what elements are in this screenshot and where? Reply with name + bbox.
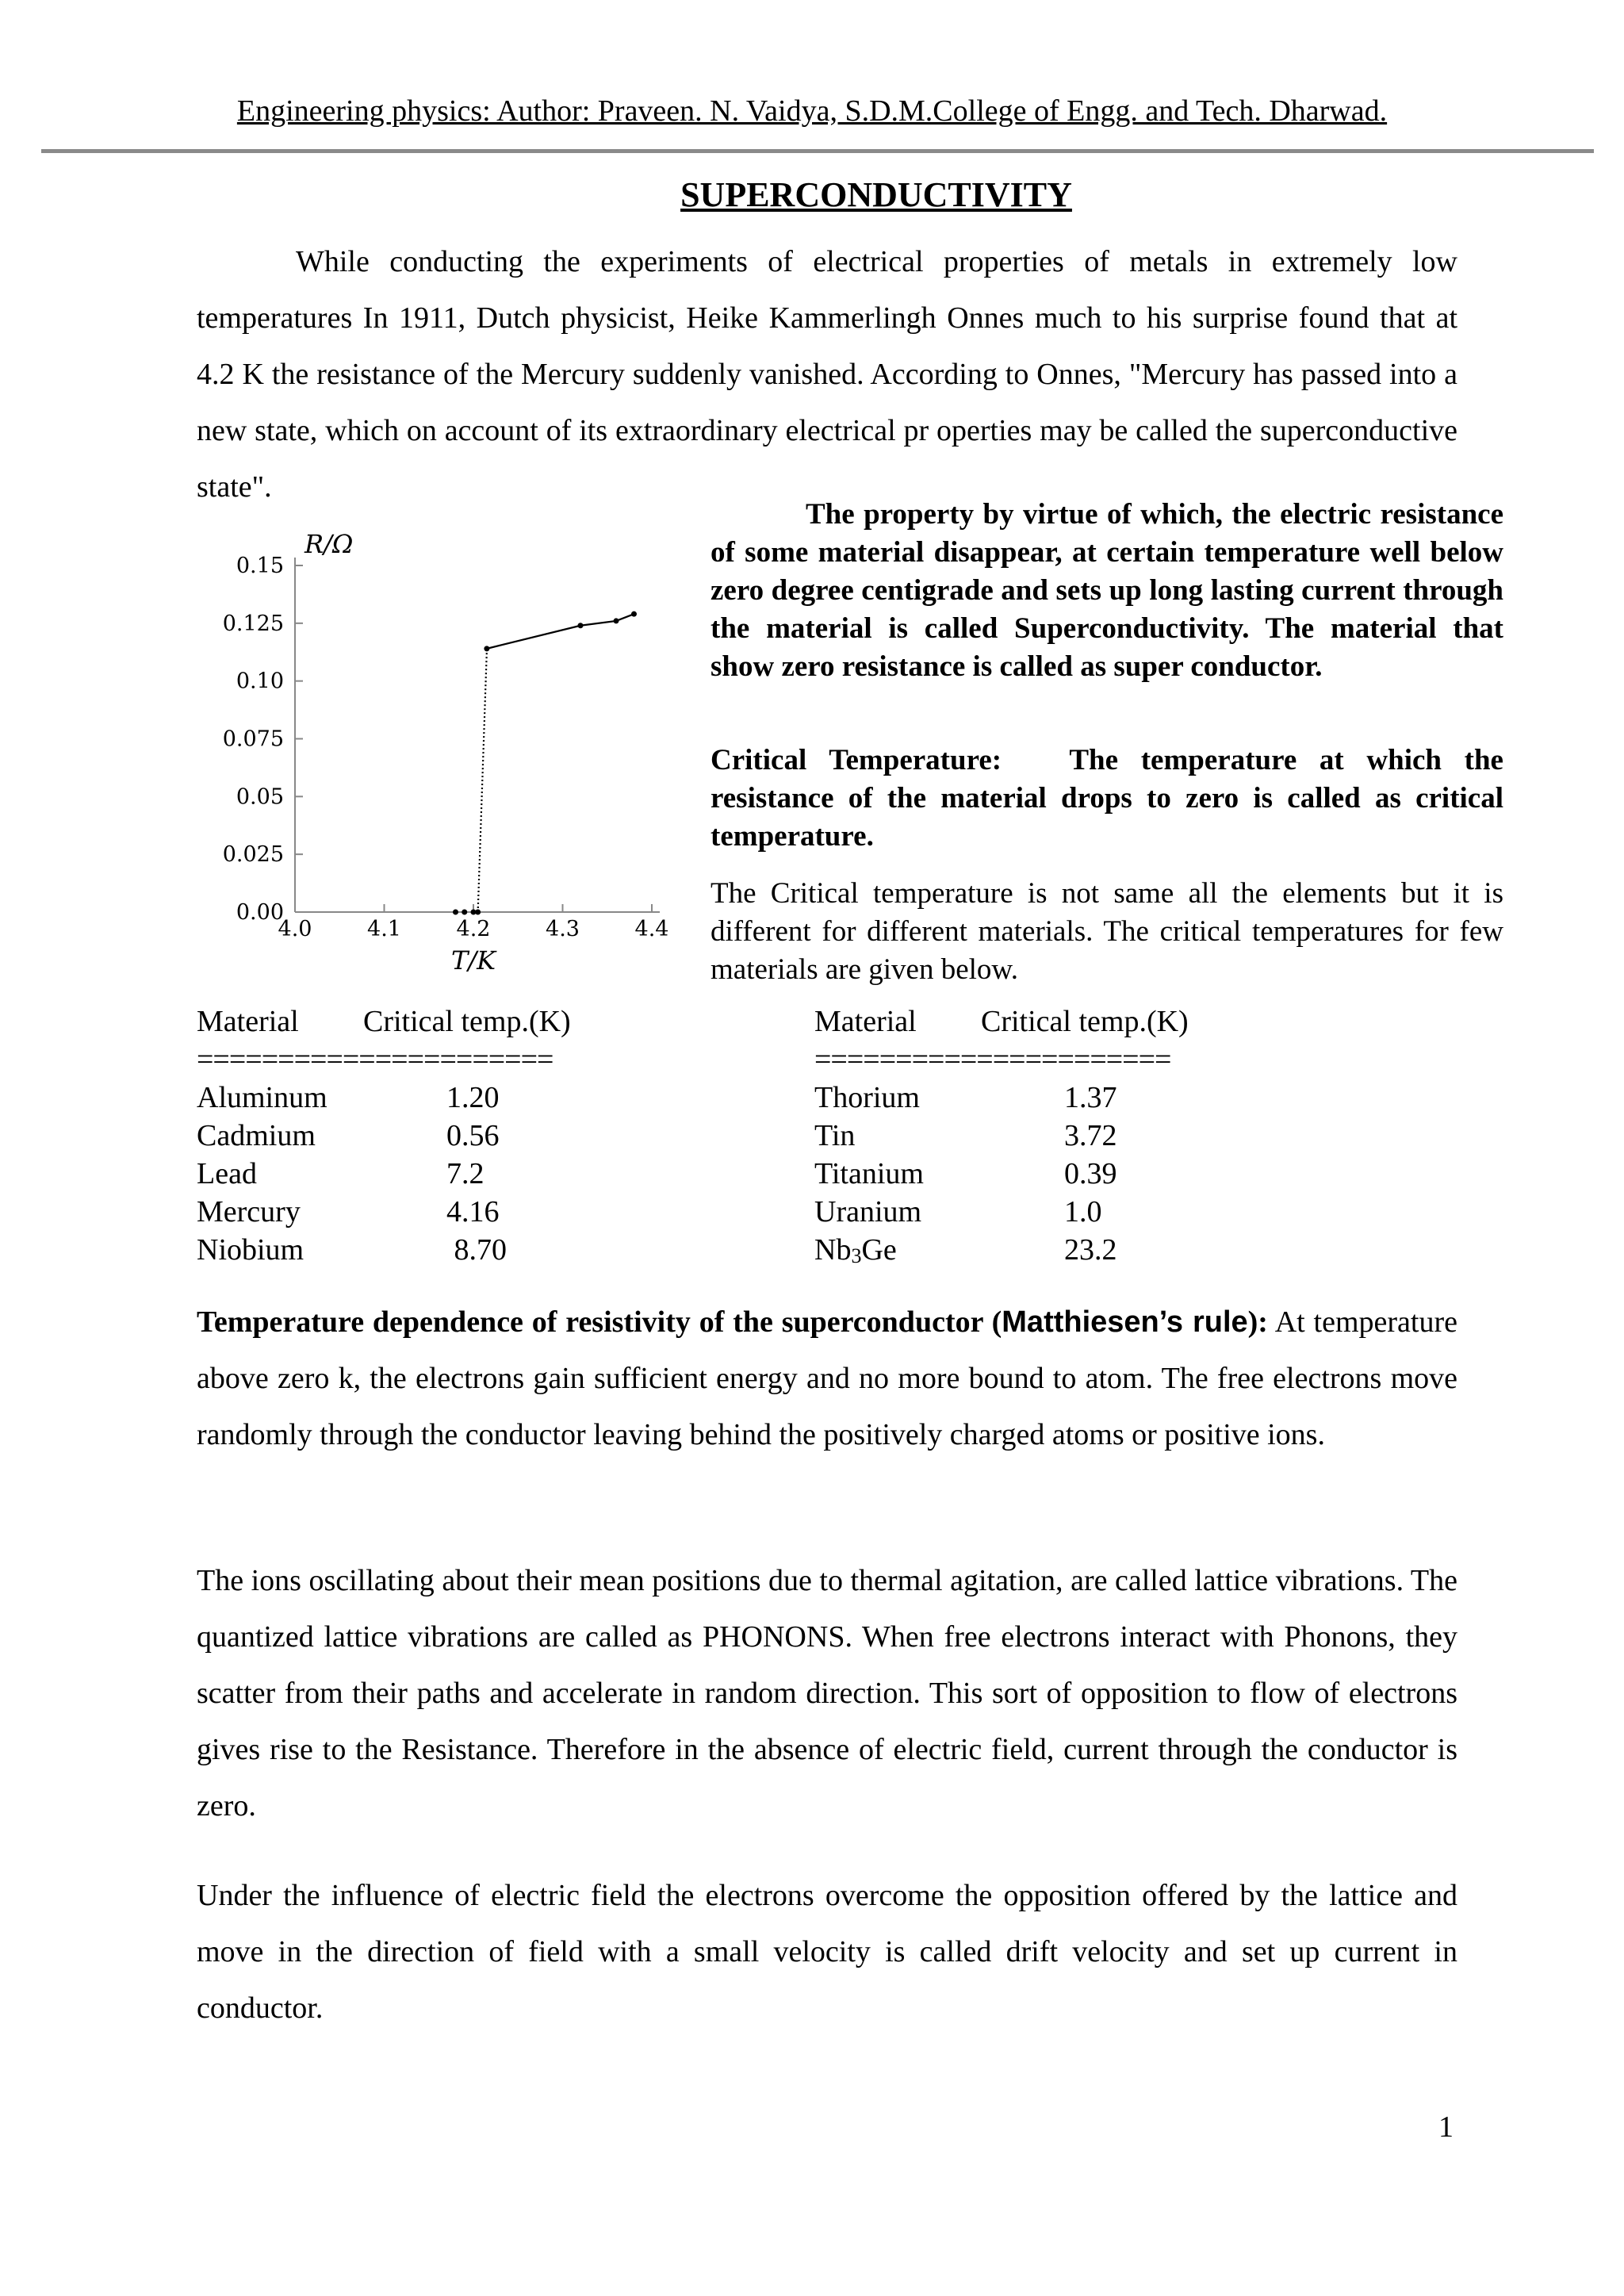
critical-temp-value: 23.2: [1064, 1233, 1117, 1267]
definition-paragraph: [710, 496, 1503, 686]
table-row: [197, 1079, 688, 1117]
table-header-row: [197, 1002, 688, 1041]
table-row: [814, 1155, 1306, 1193]
col-temp-header: Critical temp.(K): [981, 1005, 1189, 1038]
x-tick-label: 4.3: [546, 917, 580, 941]
material-name: Uranium: [814, 1195, 922, 1228]
temperature-dependence-heading: Temperature dependence of resistivity of the superconductor (: [197, 1305, 1002, 1339]
table-row: [814, 1193, 1306, 1231]
table-row: [197, 1155, 688, 1193]
table-separator: ======================: [197, 1043, 553, 1076]
critical-temp-value: 0.56: [446, 1119, 500, 1152]
matthiesen-rule-label: Matthiesen’s rule: [1002, 1305, 1248, 1339]
table-separator: ======================: [814, 1043, 1171, 1076]
phonons-text: The ions oscillating about their mean positions due to thermal agitation, are called lattice vibrations. The quantized lattice vibrations are called as PHONONS. When free electrons interact with Phonons, they scatter from their paths and accelerate in random direction. This sort of opposition to flow of electrons gives rise to the Resistance. Therefore in the absence of electric field, current through the conductor is zero.: [197, 1564, 1457, 1823]
header-rule: [41, 149, 1594, 153]
material-name: Tin: [814, 1119, 856, 1152]
table-row: [814, 1231, 1306, 1269]
critical-temp-value: 3.72: [1064, 1119, 1117, 1152]
critical-temp-value: 1.0: [1064, 1195, 1102, 1228]
x-axis-label: T/K: [450, 945, 496, 976]
critical-temp-value: 8.70: [446, 1233, 507, 1267]
col-temp-header: Critical temp.(K): [363, 1005, 571, 1038]
y-tick-label: 0.075: [222, 726, 284, 752]
col-material-header: Material: [197, 1005, 299, 1038]
data-point: [484, 646, 489, 651]
material-name: Niobium: [197, 1233, 304, 1267]
y-tick-label: 0.125: [222, 611, 284, 636]
table-row: [197, 1117, 688, 1155]
y-tick-label: 0.00: [236, 900, 284, 925]
critical-temp-value: 4.16: [446, 1195, 500, 1228]
data-point: [614, 618, 619, 623]
drift-velocity-paragraph: [197, 1868, 1457, 2037]
y-tick-label: 0.15: [236, 554, 284, 578]
transition-line: [478, 651, 487, 912]
temperature-dependence-paragraph: [197, 1294, 1457, 1463]
critical-temp-value: 1.20: [446, 1081, 500, 1114]
resistance-chart-svg: [190, 516, 682, 991]
critical-temp-value: 1.37: [1064, 1081, 1117, 1114]
table-row: [197, 1231, 688, 1269]
temperature-dependence-heading-end: ):: [1247, 1305, 1268, 1339]
material-name: Thorium: [814, 1081, 920, 1114]
running-header: Engineering physics: Author: Praveen. N. Vaidya, S.D.M.College of Engg. and Tech. Dharwad.: [236, 94, 1388, 128]
x-tick-label: 4.2: [456, 917, 491, 941]
critical-temperature-text: The temperature at which the resistance of the material drops to zero is called as critical temperature.: [710, 744, 1503, 853]
data-point: [462, 910, 467, 915]
critical-note-paragraph: [710, 875, 1503, 989]
data-point: [578, 623, 584, 628]
x-tick-label: 4.1: [367, 917, 401, 941]
page-title: SUPERCONDUCTIVITY: [680, 175, 1072, 214]
table-row: [814, 1117, 1306, 1155]
material-name: Cadmium: [197, 1119, 316, 1152]
y-tick-label: 0.05: [236, 784, 284, 810]
x-tick-label: 4.0: [278, 917, 312, 941]
y-axis-label: R/Ω: [304, 529, 354, 559]
intro-text: While conducting the experiments of electrical properties of metals in extremely low temperatures In 1911, Dutch physicist, Heike Kammerlingh Onnes much to his surprise found that at 4.2 K the resistance of the Mercury suddenly vanished. According to Onnes, "Mercury has passed into a new state, which on account of its extraordinary electrical pr operties may be called the superconductive state".: [197, 245, 1457, 504]
material-name: Lead: [197, 1157, 257, 1190]
resistance-chart: [190, 516, 682, 995]
critical-temp-value: 0.39: [1064, 1157, 1117, 1190]
critical-temperature-paragraph: [710, 742, 1503, 856]
x-tick-label: 4.4: [634, 917, 669, 941]
material-name: Aluminum: [197, 1081, 327, 1114]
left-table-rows: [197, 1079, 688, 1269]
table-row: [814, 1079, 1306, 1117]
data-point: [453, 910, 458, 915]
material-name: $Nb_3Ge$: [814, 1233, 897, 1267]
data-point: [631, 611, 637, 617]
col-material-header: Material: [814, 1005, 917, 1038]
material-name: Titanium: [814, 1157, 924, 1190]
material-name: Mercury: [197, 1195, 301, 1228]
right-table-rows: [814, 1079, 1306, 1269]
critical-temp-table-left: [197, 1002, 688, 1269]
critical-note-text: The Critical temperature is not same all the elements but it is different for different materials. The critical temperatures for few materials are given below.: [710, 877, 1503, 986]
critical-temp-value: 7.2: [446, 1157, 485, 1190]
y-tick-label: 0.025: [222, 842, 284, 868]
y-tick-label: 0.10: [236, 669, 284, 694]
definition-text: The property by virtue of which, the electric resistance of some material disappear, at certain temperature well below zero degree centigrade and sets up long lasting current through the material is called Superconductivity. The material that show zero resistance is called as super conductor.: [710, 498, 1503, 683]
drift-velocity-text: Under the influence of electric field the electrons overcome the opposition offered by the lattice and move in the direction of field with a small velocity is called drift velocity and set up current in conductor.: [197, 1879, 1457, 2025]
table-row: [197, 1193, 688, 1231]
intro-paragraph: [197, 234, 1457, 516]
phonons-paragraph: [197, 1553, 1457, 1834]
normal-state-line: [487, 614, 634, 649]
temperature-dependence-text: At temperature above zero k, the electrons gain sufficient energy and no more bound to atom. The free electrons move randomly through the conductor leaving behind the positively charged atoms or positive ions.: [197, 1305, 1457, 1451]
critical-temp-table-right: [814, 1002, 1306, 1269]
table-header-row: [814, 1002, 1306, 1041]
critical-temperature-heading: Critical Temperature:: [710, 744, 1002, 776]
page-number: 1: [1438, 2110, 1454, 2144]
